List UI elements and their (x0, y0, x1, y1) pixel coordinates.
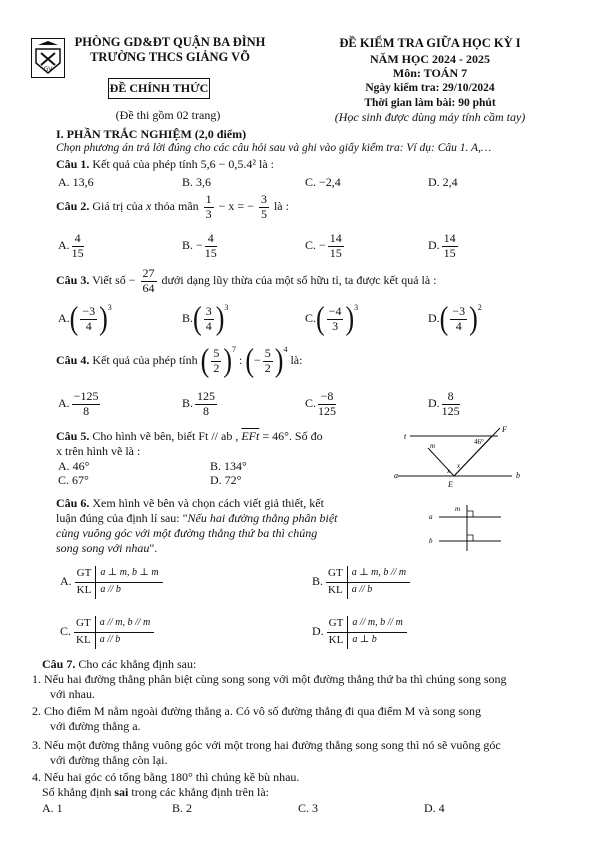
logo-text: GV (43, 66, 53, 73)
fig5-x1: x (447, 467, 451, 475)
question-6: Câu 6. Xem hình vẽ bên và chọn cách viết giả thiết, kết luận đúng của định lí sau: "Nếu hai đường thẳng phân biệt cùng vuông góc với một đường thẳng thứ ba thì chúng song song với nhau". (56, 496, 338, 555)
fig5-t: t (404, 432, 407, 441)
q2-fraction-1: $\frac{1}{3}$ (205, 192, 212, 221)
q4-text-post: là: (290, 353, 303, 368)
fig6-m: m (455, 505, 461, 513)
q2-option-d[interactable]: D. $\frac{14}{15}$ (428, 231, 456, 260)
q7-option-c[interactable]: C. 3 (298, 801, 319, 815)
exam-title: ĐỀ KIỂM TRA GIỮA HỌC KỲ I (339, 36, 521, 50)
q7-question: Số khẳng định sai trong các khẳng định trên là: (42, 785, 269, 799)
q3-option-a[interactable]: A.( $\frac{-3}{4}$ )$^3$ (58, 300, 112, 337)
q1-option-d[interactable]: D. 2,4 (428, 175, 458, 189)
fig5-b: b (516, 471, 520, 480)
q5-figure (392, 420, 527, 492)
q7-option-a[interactable]: A. 1 (42, 801, 63, 815)
q2-equation-mid: − x = − (218, 199, 254, 214)
q2-option-b[interactable]: B. − $\frac{4}{15}$ (182, 231, 217, 260)
q1-option-a[interactable]: A. 13,6 (58, 175, 94, 189)
q6-option-d[interactable]: D. GT a // m, b // m KL a ⊥ b (312, 616, 407, 649)
question-1 (56, 157, 274, 172)
q3-option-b[interactable]: B.( $\frac{3}{4}$ )$^3$ (182, 300, 229, 337)
q6-option-a[interactable]: A. GT a ⊥ m, b ⊥ m KL a // b (60, 566, 163, 599)
page-count: (Đề thi gồm 02 trang) (115, 108, 221, 122)
q2-label: Câu 2. (56, 199, 90, 214)
q5-angle: $\overline{EFt}$ (241, 429, 260, 443)
official-box: ĐỀ CHÍNH THỨC (108, 78, 210, 99)
q2-text-mid: thỏa mãn (154, 199, 199, 214)
q4-option-b[interactable]: B. $\frac{125}{8}$ (182, 389, 216, 418)
school-year: NĂM HỌC 2024 - 2025 (370, 52, 490, 66)
q2-fraction-2: $\frac{3}{5}$ (260, 192, 267, 221)
section-instruction: Chọn phương án trả lời đúng cho các câu hỏi sau và ghi vào giấy kiểm tra: Ví dụ: Câu 1. A,… (56, 142, 492, 154)
q4-option-a[interactable]: A. $\frac{-125}{8}$ (58, 389, 99, 418)
q5-text-2: = 46°. Số đo (262, 429, 323, 443)
q3-option-d[interactable]: D.( $\frac{-3}{4}$ )$^2$ (428, 300, 482, 337)
q4-label: Câu 4. (56, 353, 90, 368)
q7-statement-3: 3. Nếu một đường thẳng vuông góc với một trong hai đường thẳng song song thì nó sẽ vuông góc với đường thẳng còn lại. (32, 738, 501, 767)
q4-fraction-2: $\frac{5}{2}$ (264, 346, 271, 375)
question-3 (56, 267, 437, 296)
question-2 (56, 193, 289, 222)
fig5-F: F (502, 425, 507, 434)
q7-option-b[interactable]: B. 2 (172, 801, 193, 815)
section-title: I. PHẦN TRẮC NGHIỆM (2,0 điểm) (56, 127, 247, 141)
q2-text-pre: Giá trị của (92, 199, 143, 214)
q4-operator: : (239, 353, 243, 368)
q5-text-3: x trên hình vẽ là : (56, 444, 141, 458)
q5-text: Cho hình vẽ bên, biết Ft // ab , (92, 429, 239, 443)
q5-option-b[interactable]: B. 134° (210, 459, 247, 473)
fig5-m: m (430, 442, 436, 450)
q3-option-c[interactable]: C.( $\frac{-4}{3}$ )$^3$ (305, 300, 359, 337)
q5-option-d[interactable]: D. 72° (210, 473, 242, 487)
q5-option-c[interactable]: C. 67° (58, 473, 89, 487)
q7-option-d[interactable]: D. 4 (424, 801, 445, 815)
dept-name: PHÒNG GD&ĐT QUẬN BA ĐÌNH (74, 35, 266, 49)
q6-option-c[interactable]: C. GT a // m, b // m KL a // b (60, 616, 154, 649)
question-7: Câu 7. Cho các khẳng định sau: (42, 657, 197, 671)
exam-duration: Thời gian làm bài: 90 phút (364, 97, 496, 109)
fig6-b: b (429, 537, 433, 545)
q1-option-b[interactable]: B. 3,6 (182, 175, 212, 189)
question-5 (56, 429, 323, 444)
q1-label: Câu 1. (56, 157, 90, 171)
q2-variable: x (146, 199, 152, 214)
q2-text-post: là : (273, 199, 289, 214)
q2-option-c[interactable]: C. − $\frac{14}{15}$ (305, 231, 342, 260)
q4-option-c[interactable]: C. $\frac{-8}{125}$ (305, 389, 337, 418)
q3-label: Câu 3. (56, 273, 90, 288)
question-4: Câu 4. Kết quả của phép tính ( $\frac{5}{2}$ )$^7$ : (− $\frac{5}{2}$ )$^4$ là: (56, 342, 303, 379)
q7-statement-1: 1. Nếu hai đường thẳng phân biệt cùng song song với một đường thẳng thứ ba thì chúng song song với nhau. (32, 672, 507, 701)
q6-option-b[interactable]: B. GT a ⊥ m, b // m KL a // b (312, 566, 410, 599)
q3-fraction: $\frac{27}{64}$ (142, 266, 155, 295)
q1-text: Kết quả của phép tính 5,6 − 0,5.4² là : (92, 157, 275, 171)
q3-text-pre: Viết số − (92, 273, 136, 288)
q6-figure (425, 503, 505, 553)
exam-date: Ngày kiểm tra: 29/10/2024 (365, 82, 495, 94)
q2-option-a[interactable]: A. $\frac{4}{15}$ (58, 231, 84, 260)
q4-fraction-1: $\frac{5}{2}$ (213, 346, 220, 375)
subject: Môn: TOÁN 7 (392, 66, 468, 80)
q5-label: Câu 5. (56, 429, 90, 443)
q4-option-d[interactable]: D. $\frac{8}{125}$ (428, 389, 460, 418)
q1-option-c[interactable]: C. −2,4 (305, 175, 341, 189)
fig5-deg: 46° (474, 438, 484, 446)
fig5-x2: x (457, 462, 461, 470)
fig5-E: E (448, 480, 453, 489)
calculator-note: (Học sinh được dùng máy tính cầm tay) (334, 110, 526, 124)
school-logo (31, 38, 65, 78)
q7-statement-4: 4. Nếu hai góc có tổng bằng 180° thì chúng kề bù nhau. (32, 770, 300, 784)
fig5-a: a (394, 471, 398, 480)
q3-text-post: dưới dạng lũy thừa của một số hữu tỉ, ta được kết quả là : (161, 273, 437, 288)
q4-text-pre: Kết quả của phép tính (92, 353, 198, 368)
q5-option-a[interactable]: A. 46° (58, 459, 90, 473)
q7-statement-2: 2. Cho điểm M nằm ngoài đường thẳng a. Có vô số đường thẳng đi qua điểm M và song song với đường thẳng a. (32, 704, 481, 733)
school-name: TRƯỜNG THCS GIẢNG VÕ (90, 50, 250, 64)
fig6-a: a (429, 513, 433, 521)
